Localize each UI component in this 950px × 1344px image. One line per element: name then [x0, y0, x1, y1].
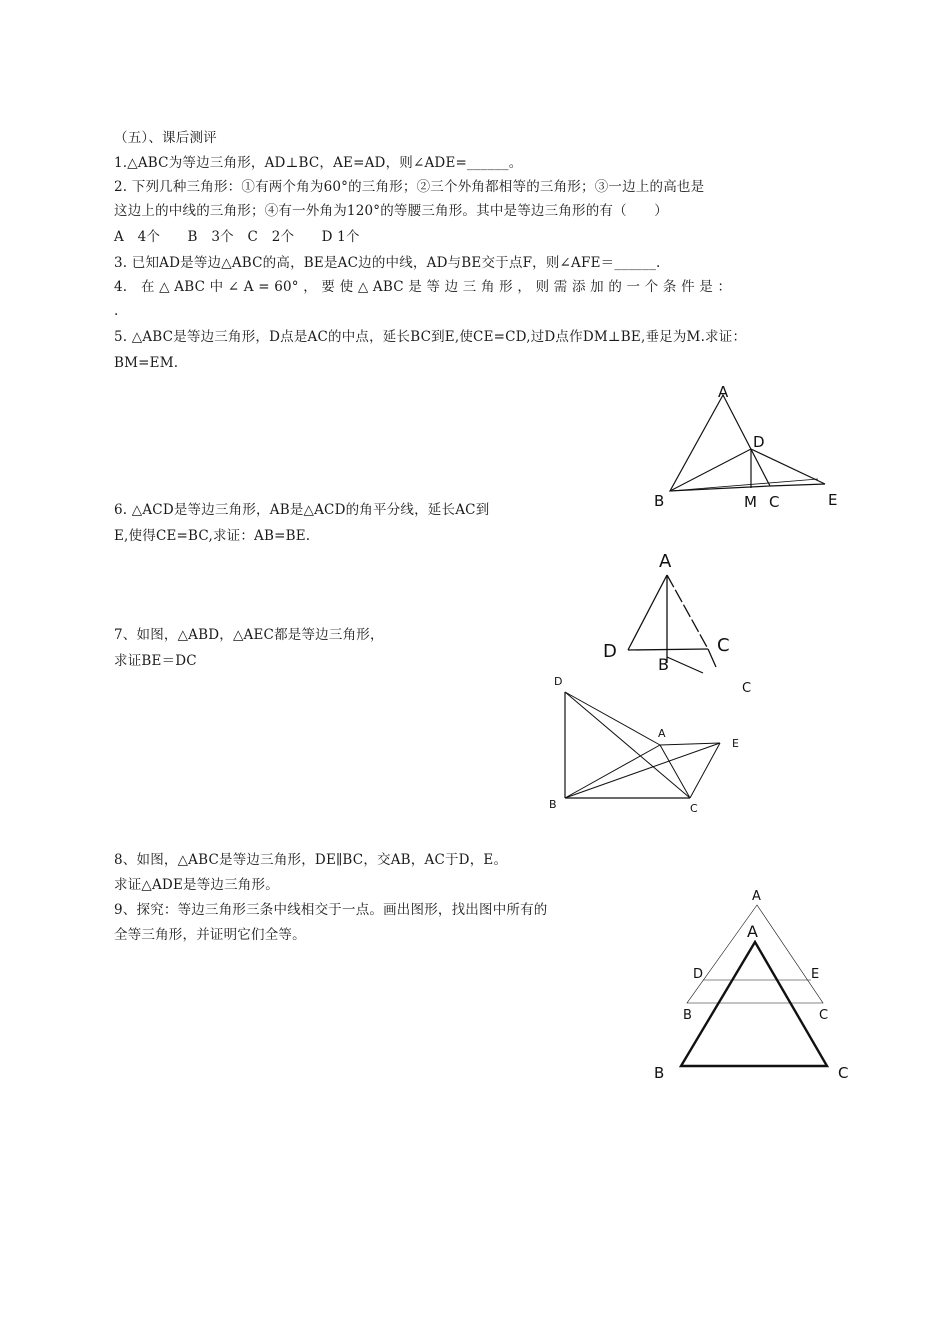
- question-4-line-2: .: [114, 303, 119, 319]
- fig9-label-c: C: [838, 1064, 849, 1082]
- fig5-label-b: B: [654, 492, 665, 510]
- fig7-line-ac: [660, 745, 690, 798]
- fig7-line-ab: [565, 745, 660, 798]
- fig9-label-a: A: [747, 922, 758, 941]
- question-2-line-2: 这边上的中线的三角形；④有一外角为120°的等腰三角形。其中是等边三角形的有（ ）: [114, 203, 668, 219]
- fig8-label-d: D: [693, 967, 704, 982]
- question-5-line-2: BM=EM.: [114, 355, 179, 371]
- fig6-label-a: A: [659, 551, 672, 572]
- fig8-label-b: B: [683, 1008, 692, 1023]
- figure-q7: [545, 670, 755, 820]
- question-9-line-2: 全等三角形，并证明它们全等。: [114, 927, 306, 943]
- question-2-options: A 4个 B 3个 C 2个 D 1个: [114, 229, 360, 245]
- fig6-label-c2: C: [742, 681, 752, 696]
- fig6-line-ad: [628, 575, 667, 650]
- question-9-line-1: 9、探究：等边三角形三条中线相交于一点。画出图形，找出图中所有的: [114, 902, 548, 918]
- fig7-line-ae: [660, 743, 720, 745]
- fig5-label-a: A: [718, 383, 729, 401]
- fig5-label-c: C: [769, 493, 780, 511]
- fig7-label-b: B: [549, 798, 557, 811]
- figure-q9: [650, 915, 860, 1085]
- fig5-line-ce: [770, 484, 825, 486]
- fig9-label-b: B: [654, 1064, 665, 1082]
- figure-q5: [640, 375, 860, 515]
- question-6-line-2: E,使得CE=BC,求证：AB=BE.: [114, 528, 311, 544]
- fig6-label-b: B: [658, 655, 669, 674]
- question-2-line-1: 2. 下列几种三角形：①有两个角为60°的三角形；②三个外角都相等的三角形；③一边上的高也是: [114, 179, 705, 195]
- fig7-label-d: D: [554, 675, 563, 688]
- question-3: 3. 已知AD是等边△ABC的高，BE是AC边的中线，AD与BE交于点F，则∠AFE＝______.: [114, 255, 661, 271]
- fig6-line-ce: [708, 649, 716, 667]
- question-8-line-1: 8、如图，△ABC是等边三角形，DE∥BC，交AB，AC于D，E。: [114, 852, 508, 868]
- fig5-label-d: D: [753, 433, 765, 451]
- question-8-line-2: 求证△ADE是等边三角形。: [114, 877, 279, 893]
- fig6-line-ac: [667, 575, 708, 649]
- fig6-label-c: C: [717, 635, 730, 656]
- fig7-label-e: E: [732, 737, 739, 750]
- question-5-line-1: 5. △ABC是等边三角形，D点是AC的中点，延长BC到E,使CE=CD,过D点作DM⊥BE,垂足为M.求证：: [114, 329, 747, 345]
- fig8-label-e: E: [811, 967, 820, 982]
- fig7-label-a: A: [658, 727, 666, 740]
- fig9-triangle-abc: [681, 942, 827, 1066]
- fig6-line-dc: [628, 649, 708, 650]
- fig5-label-m: M: [744, 493, 757, 511]
- fig5-line-de: [751, 449, 825, 484]
- fig6-label-d: D: [603, 641, 617, 662]
- fig8-label-c: C: [819, 1008, 829, 1023]
- section-title: （五）、课后测评: [114, 130, 217, 146]
- fig8-label-a: A: [752, 889, 761, 904]
- question-7-line-1: 7、如图，△ABD，△AEC都是等边三角形，: [114, 627, 384, 643]
- question-1: 1.△ABC为等边三角形，AD⊥BC，AE=AD，则∠ADE=______。: [114, 155, 523, 171]
- fig5-label-e: E: [828, 491, 838, 509]
- question-6-line-1: 6. △ACD是等边三角形，AB是△ACD的角平分线，延长AC到: [114, 502, 490, 518]
- fig7-line-be: [565, 743, 720, 798]
- fig7-line-da: [565, 692, 660, 745]
- fig7-label-c: C: [690, 802, 698, 815]
- question-7-line-2: 求证BE＝DC: [114, 653, 197, 669]
- fig7-line-ec: [690, 743, 720, 798]
- question-4-line-1: 4. 在 △ ABC 中 ∠ A = 60° ， 要 使 △ ABC 是 等 边 三 角 形 ， 则 需 添 加 的 一 个 条 件 是 ：: [114, 279, 732, 295]
